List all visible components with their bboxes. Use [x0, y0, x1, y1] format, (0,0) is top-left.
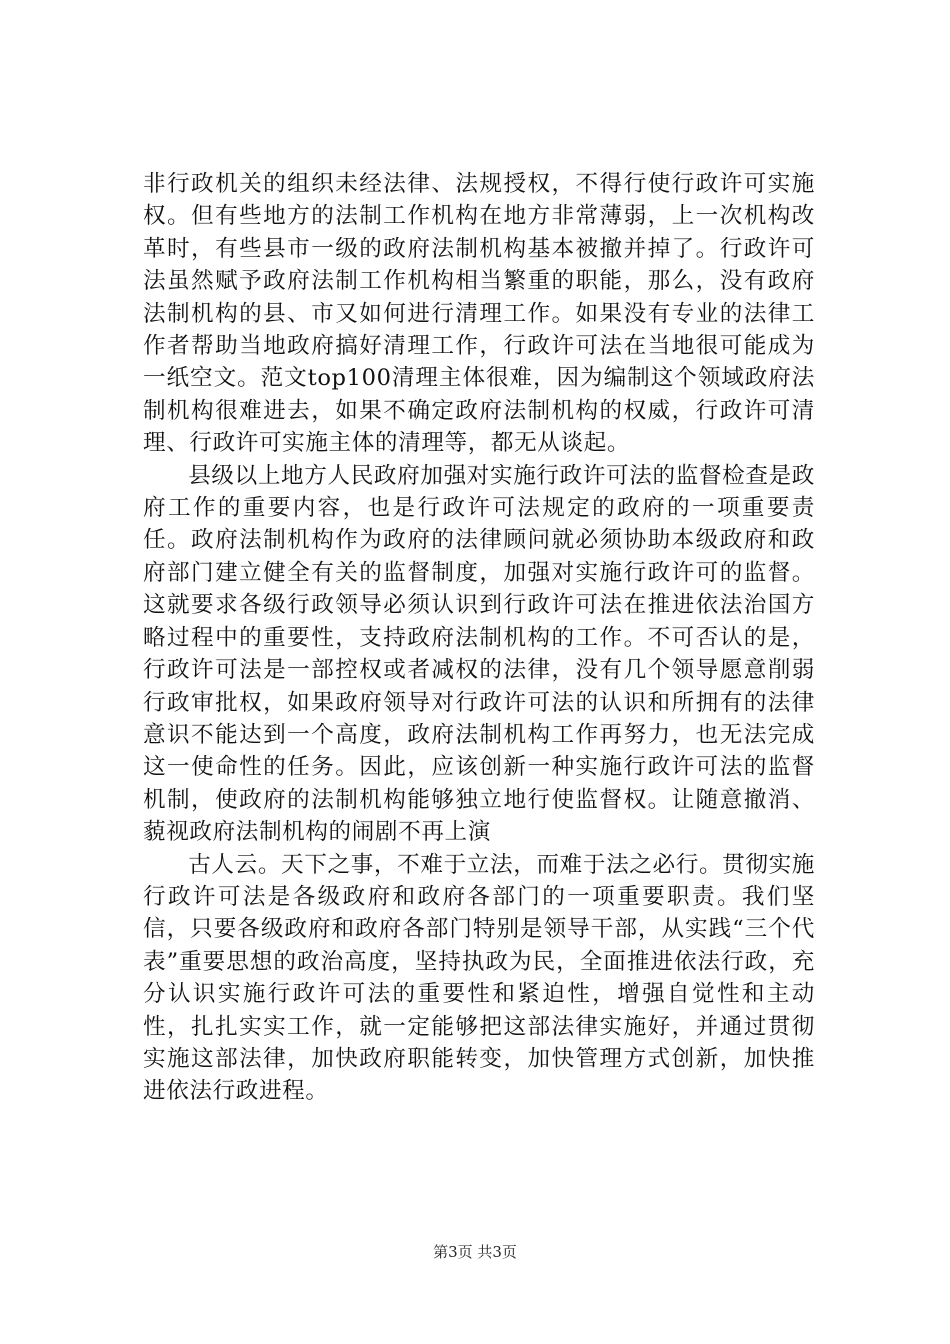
paragraph-2: 县级以上地方人民政府加强对实施行政许可法的监督检查是政府工作的重要内容，也是行政许可法规定的政府的一项重要责任。政府法制机构作为政府的法律顾问就必须协助本级政府和政府部门建立健全有关的监督制度，加强对实施行政许可的监督。这就要求各级行政领导必须认识到行政许可法在推进依法治国方略过程中的重要性，支持政府法制机构的工作。不可否认的是，行政许可法是一部控权或者减权的法律，没有几个领导愿意削弱行政审批权，如果政府领导对行政许可法的认识和所拥有的法律意识不能达到一个高度，政府法制机构工作再努力，也无法完成这一使命性的任务。因此，应该创新一种实施行政许可法的监督机制，使政府的法制机构能够独立地行使监督权。让随意撤消、藐视政府法制机构的闹剧不再上演: [143, 462, 815, 846]
document-body: [143, 168, 815, 1108]
page-number-footer: 第3页 共3页: [433, 1243, 517, 1261]
paragraph-1: 非行政机关的组织未经法律、法规授权，不得行使行政许可实施权。但有些地方的法制工作机构在地方非常薄弱，上一次机构改革时，有些县市一级的政府法制机构基本被撤并掉了。行政许可法虽然赋予政府法制工作机构相当繁重的职能，那么，没有政府法制机构的县、市又如何进行清理工作。如果没有专业的法律工作者帮助当地政府搞好清理工作，行政许可法在当地很可能成为一纸空文。范文top100清理主体很难，因为编制这个领域政府法制机构很难进去，如果不确定政府法制机构的权威，行政许可清理、行政许可实施主体的清理等，都无从谈起。: [143, 171, 815, 457]
paragraph-3: 古人云。天下之事，不难于立法，而难于法之必行。贯彻实施行政许可法是各级政府和政府各部门的一项重要职责。我们坚信，只要各级政府和政府各部门特别是领导干部，从实践“三个代表”重要思想的政治高度，坚持执政为民，全面推进依法行政，充分认识实施行政许可法的重要性和紧迫性，增强自觉性和主动性，扎扎实实工作，就一定能够把这部法律实施好，并通过贯彻实施这部法律，加快政府职能转变，加快管理方式创新，加快推进依法行政进程。: [143, 851, 815, 1105]
